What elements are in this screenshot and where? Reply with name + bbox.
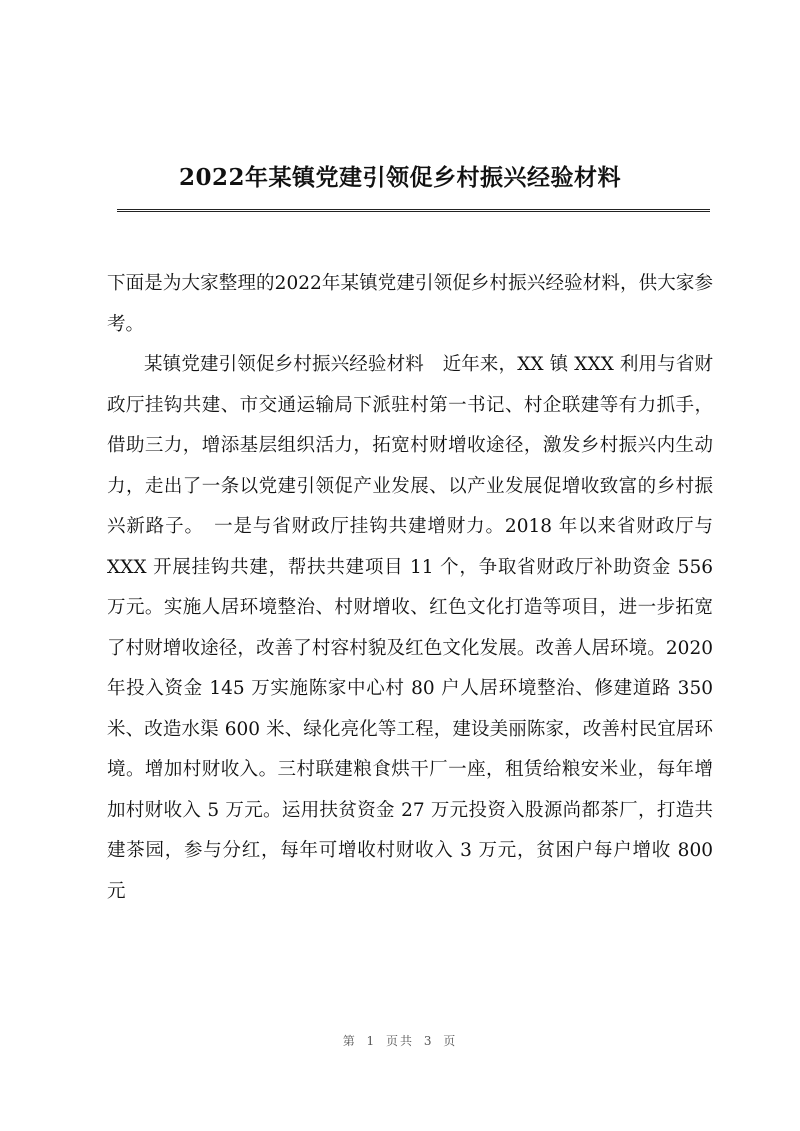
title-divider: [117, 209, 710, 212]
page-title: 2022年某镇党建引领促乡村振兴经验材料: [178, 164, 621, 191]
intro-paragraph: 下面是为大家整理的2022年某镇党建引领促乡村振兴经验材料，供大家参考。: [107, 273, 713, 335]
main-paragraph: 某镇党建引领促乡村振兴经验材料 近年来，XX 镇 XXX 利用与省财政厅挂钩共建、市交通运输局下派驻村第一书记、村企联建等有力抓手，借助三力，增添基层组织活力，拓宽村财增收途径，激发乡村振兴内生动力，走出了一条以党建引领促产业发展、以产业发展促增收致富的乡村振兴新路子。 一是与省财政厅挂钩共建增财力。2018 年以来省财政厅与 XXX 开展挂钩共建，帮扶共建项目 11 个，争取省财政厅补助资金 556 万元。实施人居环境整治、村财增收、红色文化打造等项目，进一步拓宽了村财增收途径，改善了村容村貌及红色文化发展。改善人居环境。2020 年投入资金 145 万实施陈家中心村 80 户人居环境整治、修建道路 350 米、改造水渠 600 米、绿化亮化等工程，建设美丽陈家，改善村民宜居环境。增加村财收入。三村联建粮食烘干厂一座，租赁给粮安米业，每年增加村财收入 5 万元。运用扶贫资金 27 万元投资入股源尚都茶厂，打造共建茶园，参与分红，每年可增收村财收入 3 万元，贫困户每户增收 800 元: [107, 354, 713, 902]
page-number-footer: 第 1 页共 3 页: [342, 1034, 458, 1048]
document-body: [107, 264, 713, 912]
